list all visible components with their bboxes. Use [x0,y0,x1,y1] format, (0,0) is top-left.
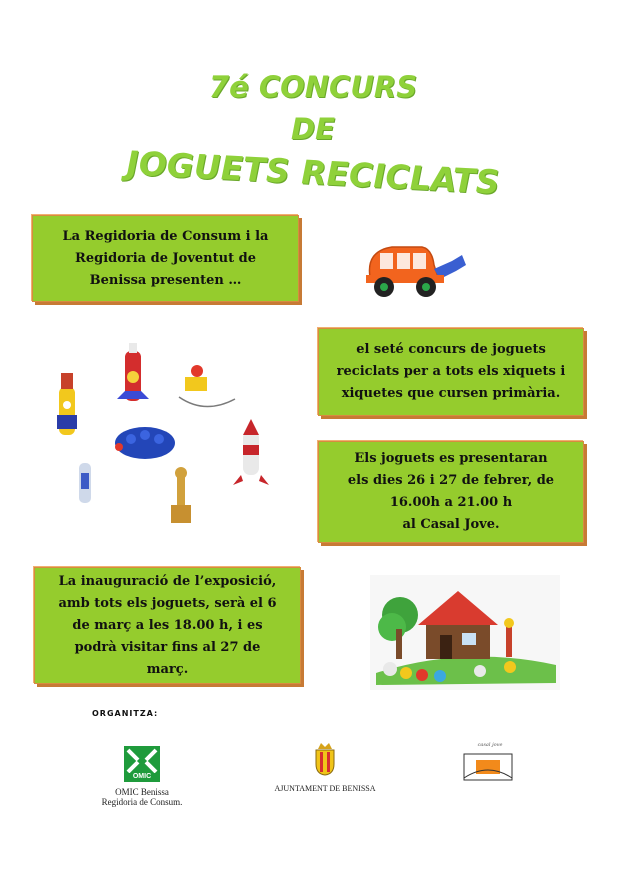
inauguration-line: de març a les 18.00 h, i es [72,617,263,633]
organizer-label: ORGANITZA: [92,709,159,718]
toy-car-image [352,235,472,305]
dates-box [318,441,584,543]
inauguration-line: podrà visitar fins al 27 de [74,639,261,655]
dates-line: els dies 26 i 27 de febrer, de [347,473,555,488]
contest-line: el seté concurs de joguets [356,342,546,357]
intro-line: Benissa presenten … [89,272,242,288]
casal-jove-logo [458,742,520,786]
contest-box [318,328,584,416]
omic-caption-line: OMIC Benissa [115,787,169,797]
omic-badge-text: OMIC [132,773,152,780]
title-line-1: 7é CONCURS [208,70,418,104]
title-line-2: DE [291,112,335,146]
dates-line: 16.00h a 21.00 h [389,495,513,510]
dates-line: al Casal Jove. [402,517,500,532]
omic-caption [82,787,202,807]
toy-collage-image [45,335,285,540]
intro-box [32,215,299,302]
ajuntament-caption: AJUNTAMENT DE BENISSA [274,784,376,793]
contest-line: reciclats per a tots els xiquets i [336,364,566,379]
omic-caption-line: Regidoria de Consum. [101,797,183,807]
omic-logo [124,746,160,782]
inauguration-line: març. [146,661,189,677]
coat-of-arms-icon [312,742,338,776]
intro-line: Regidoria de Joventut de [75,250,256,266]
dates-line: Els joguets es presentaran [354,451,548,466]
casal-jove-caption: casal jove [477,742,503,748]
inauguration-box [34,567,301,684]
inauguration-line: La inauguració de l’exposició, [58,573,277,589]
toy-house-image [370,575,560,690]
title-line-3: JOGUETS RECICLATS [126,143,500,202]
intro-line: La Regidoria de Consum i la [62,228,269,244]
inauguration-line: amb tots els joguets, serà el 6 [58,595,277,611]
contest-line: xiquetes que cursen primària. [341,386,561,401]
